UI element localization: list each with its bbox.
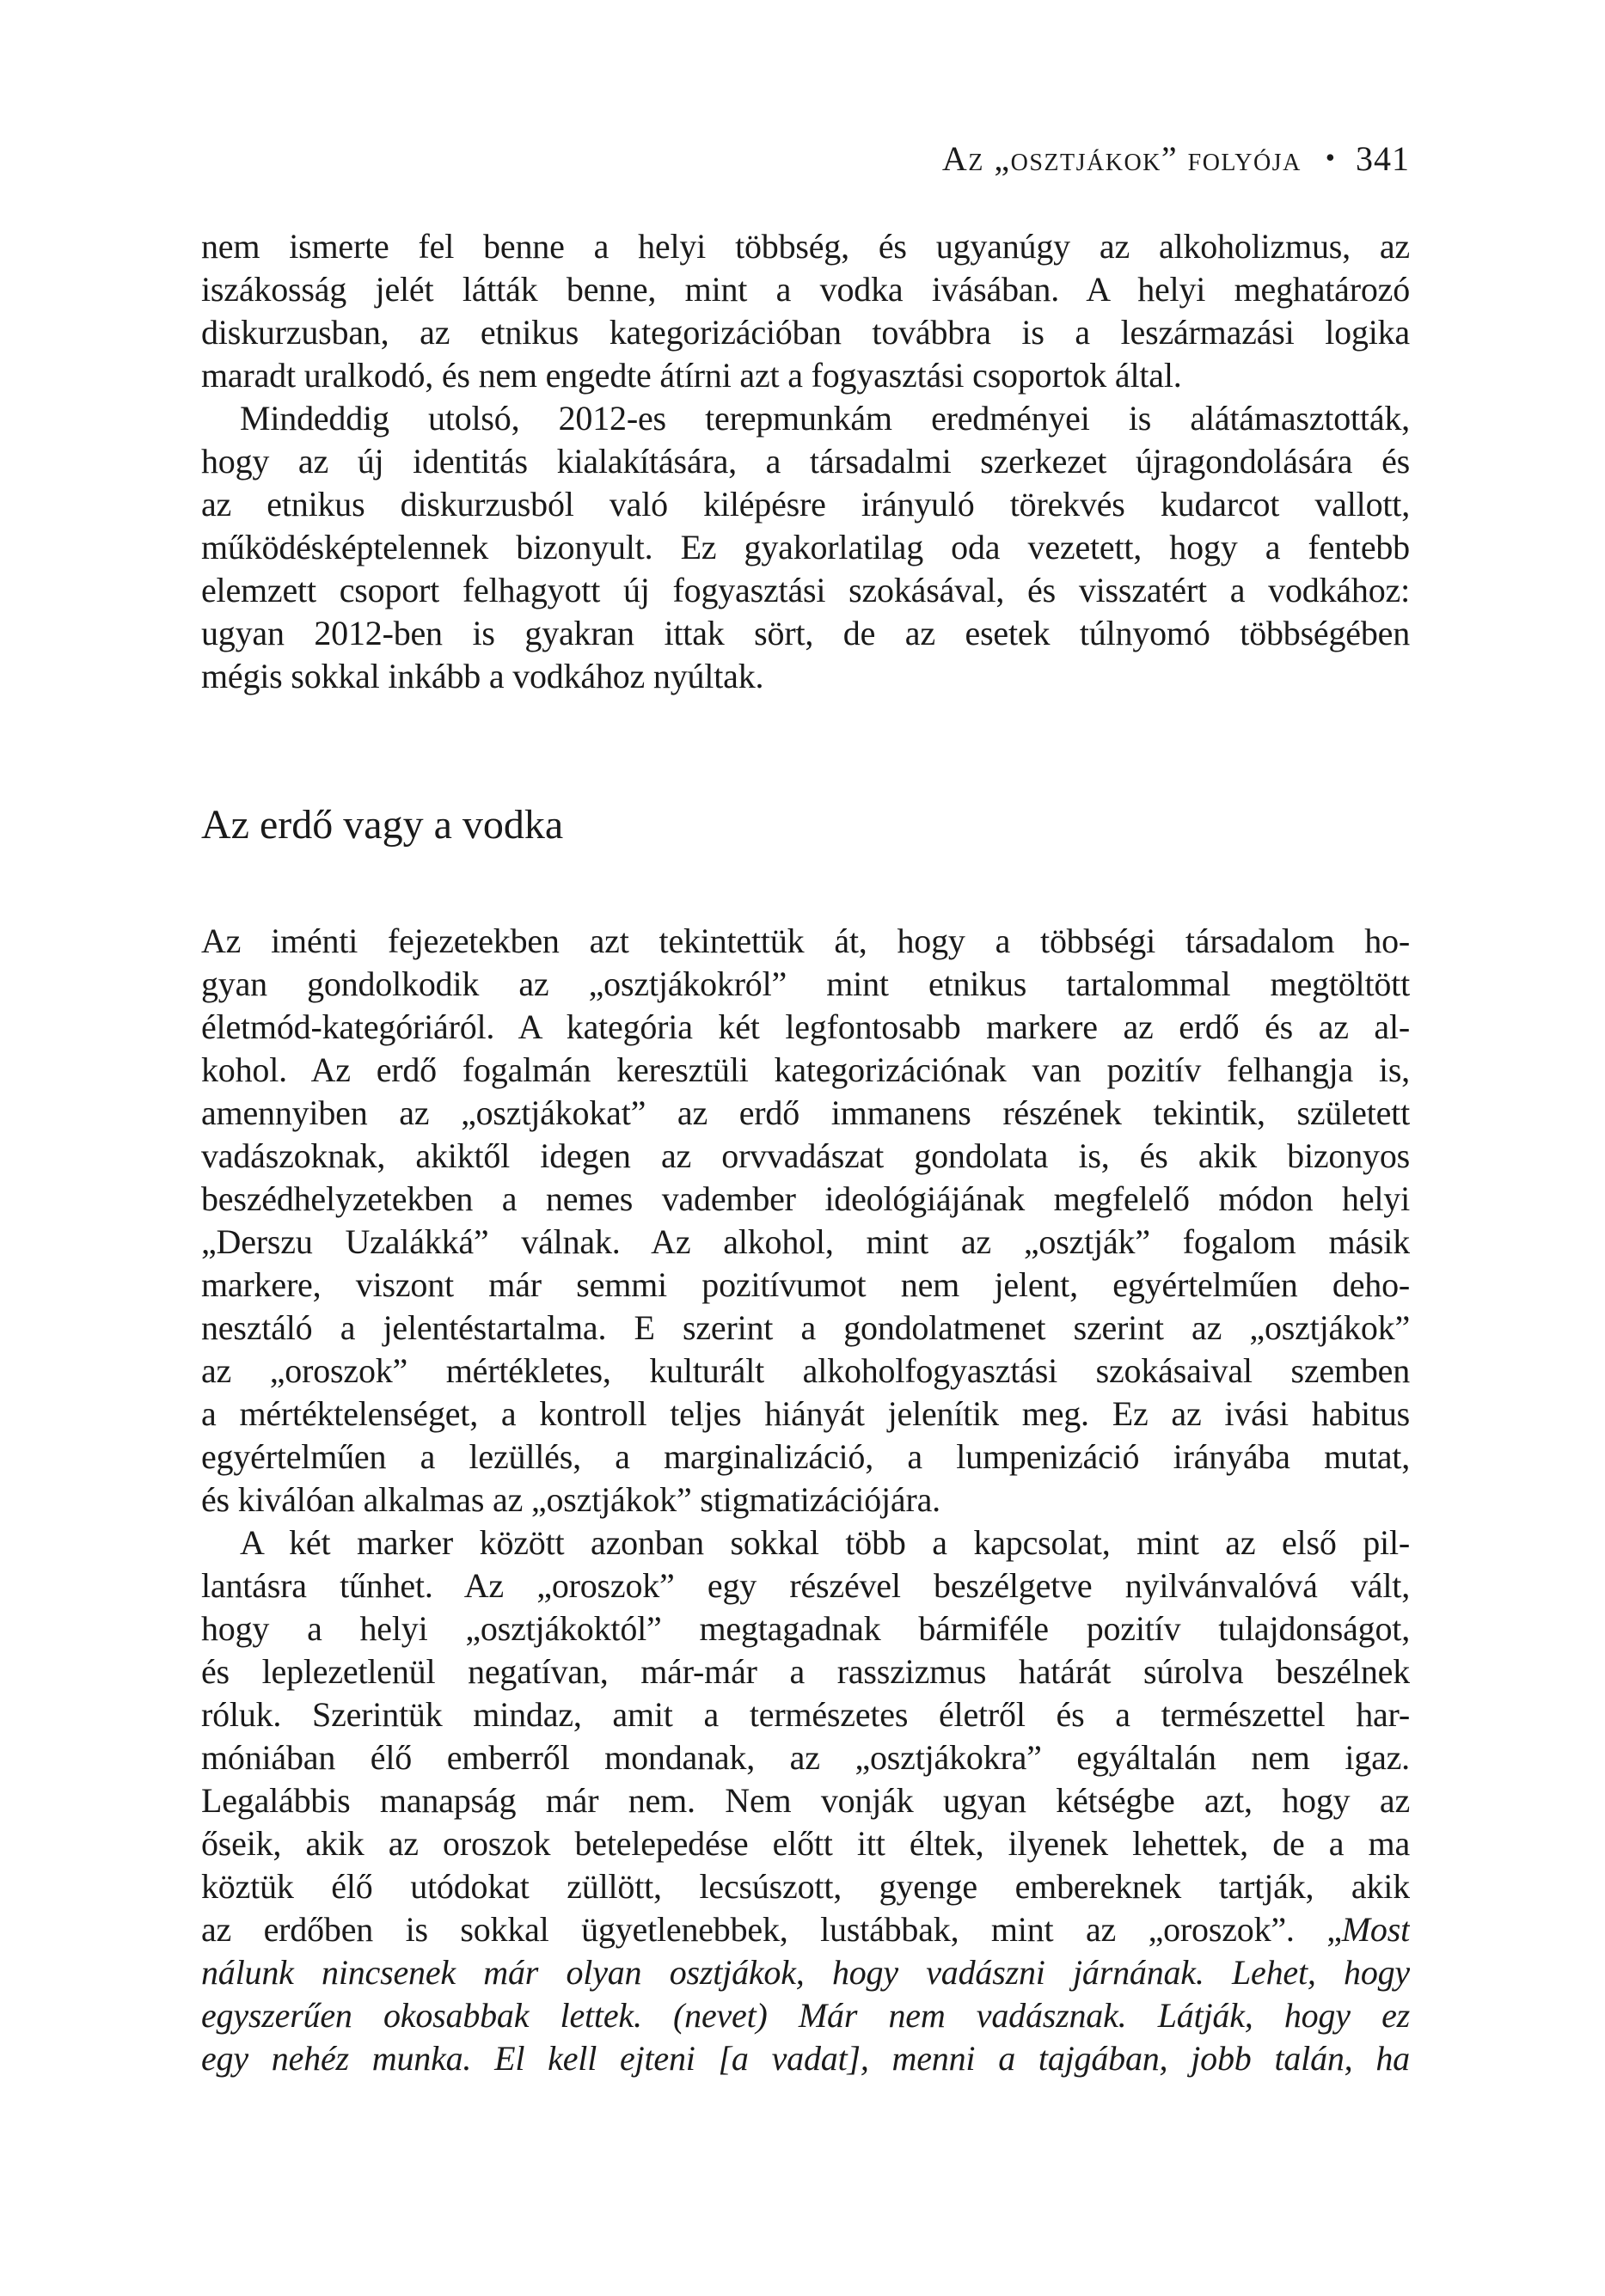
text-segment: lantásra tűnhet. Az „oroszok” egy részével beszélgetve nyilvánvalóvá vált, — [201, 1566, 1410, 1605]
text-segment: nesztáló a jelentéstartalma. E szerint a gondolatmenet szerint az „osztjákok” — [201, 1308, 1410, 1347]
text-line — [201, 1521, 1410, 1564]
text-segment: maradt uralkodó, és nem engedte átírni azt a fogyasztási csoportok által. — [201, 356, 1182, 395]
text-segment: kohol. Az erdő fogalmán keresztüli kategorizációnak van pozitív felhangja is, — [201, 1050, 1410, 1089]
running-title: Az „osztjákok” folyója — [941, 139, 1302, 178]
text-line — [201, 1479, 1410, 1521]
italic-text-segment: Most — [1341, 1910, 1410, 1949]
paragraph-group-after-heading — [201, 920, 1410, 2080]
text-segment: egyértelműen a lezüllés, a marginalizáció, a lumpenizáció irányába mutat, — [201, 1437, 1410, 1476]
text-line — [201, 612, 1410, 655]
text-line — [201, 1607, 1410, 1650]
italic-text-segment: egyszerűen okosabbak lettek. (nevet) Már nem vadásznak. Látják, hogy ez — [201, 1996, 1410, 2035]
bullet-separator: • — [1325, 142, 1335, 173]
paragraph — [201, 397, 1410, 698]
text-segment: nem ismerte fel benne a helyi többség, és ugyanúgy az alkoholizmus, az — [201, 227, 1410, 266]
text-segment: beszédhelyzetekben a nemes vadember ideológiájának megfelelő módon helyi — [201, 1179, 1410, 1218]
text-line — [201, 2037, 1410, 2080]
text-line — [201, 1951, 1410, 1994]
text-segment: őseik, akik az oroszok betelepedése előtt itt éltek, ilyenek lehettek, de a ma — [201, 1824, 1410, 1863]
paragraph-group-before-heading — [201, 225, 1410, 698]
text-line — [201, 268, 1410, 311]
text-line — [201, 1865, 1410, 1908]
text-line — [201, 920, 1410, 963]
text-line — [201, 1436, 1410, 1479]
text-segment: gyan gondolkodik az „osztjákokról” mint etnikus tartalommal megtöltött — [201, 964, 1410, 1003]
text-segment: diskurzusban, az etnikus kategorizációban továbbra is a leszármazási logika — [201, 313, 1410, 352]
text-segment: Az iménti fejezetekben azt tekintettük át, hogy a többségi társadalom ho- — [201, 921, 1410, 960]
text-line — [201, 397, 1410, 440]
text-segment: iszákosság jelét látták benne, mint a vodka ivásában. A helyi meghatározó — [201, 270, 1410, 309]
text-segment: és leplezetlenül negatívan, már-már a rasszizmus határát súrolva beszélnek — [201, 1652, 1410, 1691]
text-line — [201, 225, 1410, 268]
text-segment: móniában élő emberről mondanak, az „osztjákokra” egyáltalán nem igaz. — [201, 1738, 1410, 1777]
text-segment: mégis sokkal inkább a vodkához nyúltak. — [201, 657, 764, 695]
text-line — [201, 440, 1410, 483]
text-segment: Legalábbis manapság már nem. Nem vonják ugyan kétségbe azt, hogy az — [201, 1781, 1410, 1820]
text-line — [201, 483, 1410, 526]
text-segment: amennyiben az „osztjákokat” az erdő immanens részének tekintik, született — [201, 1093, 1410, 1132]
text-line — [201, 1564, 1410, 1607]
text-line — [201, 1779, 1410, 1822]
text-segment: hogy az új identitás kialakítására, a társadalmi szerkezet újragondolására és — [201, 442, 1410, 481]
text-line — [201, 963, 1410, 1006]
text-line — [201, 1350, 1410, 1393]
text-line — [201, 1908, 1410, 1951]
text-line — [201, 1049, 1410, 1092]
text-segment: hogy a helyi „osztjákoktól” megtagadnak bármiféle pozitív tulajdonságot, — [201, 1609, 1410, 1648]
text-line — [201, 1650, 1410, 1693]
text-line — [201, 1994, 1410, 2037]
page-header — [201, 138, 1410, 179]
text-segment: az „oroszok” mértékletes, kulturált alkoholfogyasztási szokásaival szemben — [201, 1351, 1410, 1390]
text-segment: működésképtelennek bizonyult. Ez gyakorlatilag oda vezetett, hogy a fentebb — [201, 528, 1410, 566]
page-number: 341 — [1356, 139, 1410, 178]
text-line — [201, 1135, 1410, 1178]
text-line — [201, 1092, 1410, 1135]
section-heading: Az erdő vagy a vodka — [201, 802, 564, 848]
paragraph — [201, 1521, 1410, 2080]
text-segment: és kiválóan alkalmas az „osztjákok” stigmatizációjára. — [201, 1480, 940, 1519]
text-line — [201, 1221, 1410, 1264]
text-line — [201, 526, 1410, 569]
text-line — [201, 1822, 1410, 1865]
text-line — [201, 1736, 1410, 1779]
text-segment: köztük élő utódokat züllött, lecsúszott, gyenge embereknek tartják, akik — [201, 1867, 1410, 1906]
text-segment: az etnikus diskurzusból való kilépésre irányuló törekvés kudarcot vallott, — [201, 485, 1410, 523]
text-segment: vadászoknak, akiktől idegen az orvvadászat gondolata is, és akik bizonyos — [201, 1136, 1410, 1175]
text-segment: elemzett csoport felhagyott új fogyasztási szokásával, és visszatért a vodkához: — [201, 571, 1410, 609]
text-line — [201, 569, 1410, 612]
paragraph — [201, 225, 1410, 397]
text-line — [201, 1264, 1410, 1307]
italic-text-segment: nálunk nincsenek már olyan osztjákok, hogy vadászni járnának. Lehet, hogy — [201, 1953, 1410, 1992]
text-segment: markere, viszont már semmi pozitívumot nem jelent, egyértelműen deho- — [201, 1265, 1410, 1304]
text-segment: Mindeddig utolsó, 2012-es terepmunkám eredményei is alátámasztották, — [240, 399, 1410, 438]
text-segment: életmód-kategóriáról. A kategória két legfontosabb markere az erdő és az al- — [201, 1007, 1410, 1046]
text-segment: ugyan 2012-ben is gyakran ittak sört, de az esetek túlnyomó többségében — [201, 614, 1410, 652]
text-line — [201, 1393, 1410, 1436]
text-segment: az erdőben is sokkal ügyetlenebbek, lustábbak, mint az „oroszok”. „ — [201, 1910, 1342, 1949]
text-segment: róluk. Szerintük mindaz, amit a természetes életről és a természettel har- — [201, 1695, 1410, 1734]
text-line — [201, 1307, 1410, 1350]
text-line — [201, 1006, 1410, 1049]
text-line — [201, 1693, 1410, 1736]
text-line — [201, 354, 1410, 397]
text-segment: A két marker között azonban sokkal több a kapcsolat, mint az első pil- — [240, 1523, 1410, 1562]
text-segment: „Derszu Uzalákká” válnak. Az alkohol, mint az „osztják” fogalom másik — [201, 1222, 1410, 1261]
text-line — [201, 655, 1410, 698]
text-line — [201, 1178, 1410, 1221]
text-line — [201, 311, 1410, 354]
italic-text-segment: egy nehéz munka. El kell ejteni [a vadat], menni a tajgában, jobb talán, ha — [201, 2039, 1410, 2078]
text-segment: a mértéktelenséget, a kontroll teljes hiányát jelenítik meg. Ez az ivási habitus — [201, 1394, 1410, 1433]
text-block — [201, 225, 1410, 2080]
paragraph — [201, 920, 1410, 1521]
